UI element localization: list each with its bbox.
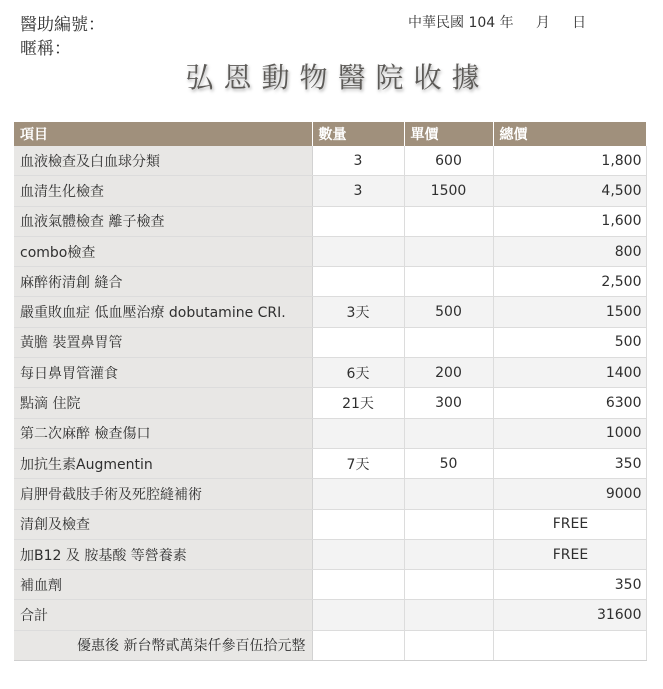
table-row <box>14 327 646 357</box>
assistant-id-label: 醫助編號： <box>20 15 105 35</box>
cell-total: 1000 <box>493 418 646 448</box>
cell-unit-price <box>404 509 493 539</box>
column-header-quantity: 數量 <box>312 122 404 146</box>
cell-unit-price <box>404 539 493 569</box>
cell-total: 2,500 <box>493 267 646 297</box>
cell-item: 合計 <box>14 600 312 630</box>
cell-item: 黃膽 裝置鼻胃管 <box>14 327 312 357</box>
table-row <box>14 206 646 236</box>
cell-item: 補血劑 <box>14 570 312 600</box>
cell-item: 點滴 住院 <box>14 388 312 418</box>
cell-item: 加抗生素Augmentin <box>14 448 312 478</box>
receipt-table <box>14 122 647 661</box>
cell-unit-price <box>404 236 493 266</box>
cell-unit-price <box>404 267 493 297</box>
cell-quantity: 7天 <box>312 448 404 478</box>
cell-unit-price: 500 <box>404 297 493 327</box>
table-row <box>14 267 646 297</box>
cell-total: 4,500 <box>493 176 646 206</box>
cell-unit-price <box>404 630 493 660</box>
table-footer-row <box>14 630 646 660</box>
cell-item: combo檢查 <box>14 236 312 266</box>
cell-unit-price: 50 <box>404 448 493 478</box>
cell-unit-price <box>404 327 493 357</box>
table-row <box>14 236 646 266</box>
cell-quantity <box>312 570 404 600</box>
cell-unit-price <box>404 418 493 448</box>
table-row <box>14 297 646 327</box>
cell-total: 350 <box>493 448 646 478</box>
cell-total: 350 <box>493 570 646 600</box>
cell-quantity: 6天 <box>312 358 404 388</box>
cell-item: 清創及檢查 <box>14 509 312 539</box>
cell-total: 1,800 <box>493 146 646 176</box>
column-header-item: 項目 <box>14 122 312 146</box>
cell-quantity <box>312 630 404 660</box>
table-row <box>14 448 646 478</box>
cell-item: 第二次麻醉 檢查傷口 <box>14 418 312 448</box>
table-row <box>14 539 646 569</box>
cell-quantity <box>312 600 404 630</box>
cell-total: FREE <box>493 539 646 569</box>
table-row <box>14 570 646 600</box>
cell-quantity <box>312 539 404 569</box>
cell-unit-price: 300 <box>404 388 493 418</box>
cell-quantity <box>312 509 404 539</box>
cell-quantity <box>312 206 404 236</box>
column-header-unit-price: 單價 <box>404 122 493 146</box>
table-header-row <box>14 122 646 146</box>
cell-total: 800 <box>493 236 646 266</box>
cell-quantity <box>312 267 404 297</box>
cell-unit-price <box>404 206 493 236</box>
cell-quantity: 3天 <box>312 297 404 327</box>
table-row <box>14 600 646 630</box>
receipt-date: 中華民國 104 年 月 日 <box>408 15 587 31</box>
table-row <box>14 388 646 418</box>
cell-total: 1,600 <box>493 206 646 236</box>
nickname-label: 暱稱： <box>20 39 71 59</box>
cell-total: 500 <box>493 327 646 357</box>
cell-total <box>493 630 646 660</box>
cell-unit-price <box>404 600 493 630</box>
cell-total: FREE <box>493 509 646 539</box>
cell-unit-price <box>404 479 493 509</box>
cell-item: 每日鼻胃管灌食 <box>14 358 312 388</box>
cell-unit-price: 1500 <box>404 176 493 206</box>
cell-unit-price <box>404 570 493 600</box>
table-row <box>14 509 646 539</box>
cell-quantity <box>312 418 404 448</box>
discounted-total-text: 優惠後 新台幣貳萬柒仟參百伍拾元整 <box>14 630 312 660</box>
cell-item: 加B12 及 胺基酸 等營養素 <box>14 539 312 569</box>
cell-quantity: 3 <box>312 176 404 206</box>
cell-quantity <box>312 236 404 266</box>
cell-total: 6300 <box>493 388 646 418</box>
cell-item: 血液檢查及白血球分類 <box>14 146 312 176</box>
table-row <box>14 479 646 509</box>
cell-quantity: 21天 <box>312 388 404 418</box>
table-row <box>14 146 646 176</box>
cell-total: 31600 <box>493 600 646 630</box>
cell-total: 9000 <box>493 479 646 509</box>
cell-item: 肩胛骨截肢手術及死腔縫補術 <box>14 479 312 509</box>
table-row <box>14 358 646 388</box>
cell-item: 麻醉術清創 縫合 <box>14 267 312 297</box>
receipt-title: 弘恩動物醫院收據 <box>185 61 490 94</box>
cell-total: 1500 <box>493 297 646 327</box>
cell-quantity <box>312 327 404 357</box>
cell-quantity: 3 <box>312 146 404 176</box>
cell-item: 血清生化檢查 <box>14 176 312 206</box>
cell-quantity <box>312 479 404 509</box>
table-row <box>14 176 646 206</box>
cell-item: 血液氣體檢查 離子檢查 <box>14 206 312 236</box>
cell-item: 嚴重敗血症 低血壓治療 dobutamine CRI. <box>14 297 312 327</box>
cell-unit-price: 200 <box>404 358 493 388</box>
cell-total: 1400 <box>493 358 646 388</box>
cell-unit-price: 600 <box>404 146 493 176</box>
column-header-total: 總價 <box>493 122 646 146</box>
table-row <box>14 418 646 448</box>
